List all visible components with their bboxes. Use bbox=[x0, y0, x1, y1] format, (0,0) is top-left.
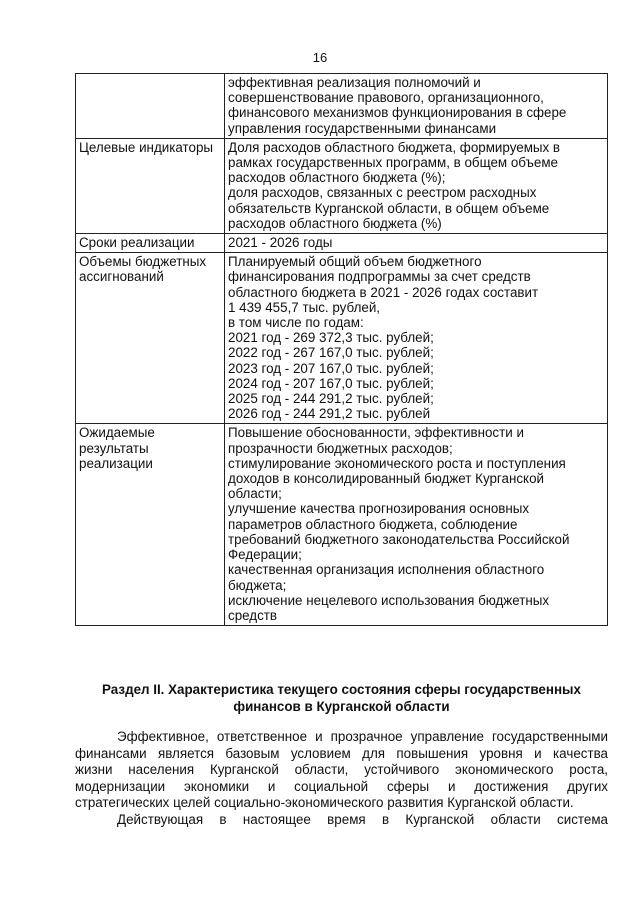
paragraph-line: Действующая в настоящее время в Курганской области система bbox=[117, 812, 608, 827]
row-value-cell bbox=[225, 74, 608, 139]
label-line: ассигнований bbox=[79, 269, 164, 285]
row-label-cell bbox=[76, 424, 225, 626]
row-label-cell bbox=[76, 253, 225, 424]
row-value-cell bbox=[225, 424, 608, 626]
label-line: Объемы бюджетных bbox=[79, 254, 207, 270]
value-line: финансового механизмов функционирования в сфере bbox=[228, 105, 567, 121]
label-line: Целевые индикаторы bbox=[79, 139, 214, 155]
value-line: 2021 год - 269 372,3 тыс. рублей; bbox=[228, 330, 434, 346]
row-value-cell bbox=[225, 253, 608, 424]
value-line: Федерации; bbox=[228, 547, 302, 563]
value-line: управления государственными финансами bbox=[228, 120, 497, 136]
value-line: финансирования подпрограммы за счет средств bbox=[228, 269, 531, 285]
value-line: расходов областного бюджета (%) bbox=[228, 215, 442, 231]
label-line: Ожидаемые bbox=[79, 425, 155, 441]
value-line: Планируемый общий объем бюджетного bbox=[228, 254, 482, 270]
body-paragraph bbox=[75, 812, 608, 829]
value-line: требований бюджетного законодательства Российской bbox=[228, 531, 570, 547]
subprogram-passport-table bbox=[75, 73, 608, 626]
table-row bbox=[76, 74, 608, 139]
table-row bbox=[76, 424, 608, 626]
paragraph-line: финансами является базовым условием для повышения уровня и качества bbox=[75, 745, 608, 761]
value-line: обязательств Курганской области, в общем объеме bbox=[228, 200, 550, 216]
value-line: параметров областного бюджета, соблюдение bbox=[228, 516, 518, 532]
value-line: рамках государственных программ, в общем объеме bbox=[228, 155, 558, 171]
label-line: результаты bbox=[79, 440, 149, 456]
body-paragraph bbox=[75, 729, 608, 812]
value-line: Повышение обоснованности, эффективности и bbox=[228, 425, 524, 441]
value-line: 2023 год - 207 167,0 тыс. рублей; bbox=[228, 360, 434, 376]
value-line: 1 439 455,7 тыс. рублей, bbox=[228, 299, 381, 315]
page-number: 16 bbox=[312, 50, 328, 65]
paragraph-line: Эффективное, ответственное и прозрачное управление государственными bbox=[117, 729, 608, 744]
value-line: 2026 год - 244 291,2 тыс. рублей bbox=[228, 406, 431, 422]
value-line: 2025 год - 244 291,2 тыс. рублей; bbox=[228, 391, 434, 407]
section-heading-line: финансов в Курганской области bbox=[233, 699, 450, 714]
value-line: 2021 - 2026 годы bbox=[228, 235, 333, 251]
row-label-cell bbox=[76, 74, 225, 139]
table-row bbox=[76, 253, 608, 424]
label-line: Сроки реализации bbox=[79, 235, 195, 251]
paragraph-line: жизни населения Курганской области, устойчивого экономического роста, bbox=[75, 762, 608, 778]
value-line: средств bbox=[228, 607, 278, 623]
value-line: стимулирование экономического роста и поступления bbox=[228, 455, 566, 471]
value-line: областного бюджета в 2021 - 2026 годах составит bbox=[228, 284, 539, 300]
value-line: прозрачности бюджетных расходов; bbox=[228, 440, 453, 456]
value-line: улучшение качества прогнозирования основных bbox=[228, 501, 530, 517]
row-value-cell bbox=[225, 234, 608, 253]
section-heading-line: Раздел II. Характеристика текущего состояния сферы государственных bbox=[102, 682, 581, 697]
value-line: совершенствование правового, организационного, bbox=[228, 90, 544, 106]
row-value-cell bbox=[225, 138, 608, 233]
table-row bbox=[76, 234, 608, 253]
value-line: исключение нецелевого использования бюджетных bbox=[228, 592, 550, 608]
value-line: 2022 год - 267 167,0 тыс. рублей; bbox=[228, 345, 434, 361]
value-line: качественная организация исполнения областного bbox=[228, 562, 545, 578]
value-line: расходов областного бюджета (%); bbox=[228, 170, 446, 186]
row-label-cell bbox=[76, 234, 225, 253]
value-line: области; bbox=[228, 486, 282, 502]
label-line: реализации bbox=[79, 455, 153, 471]
row-label-cell bbox=[76, 138, 225, 233]
value-line: доля расходов, связанных с реестром расходных bbox=[228, 185, 537, 201]
section-heading bbox=[75, 681, 608, 715]
value-line: эффективная реализация полномочий и bbox=[228, 75, 481, 90]
value-line: бюджета; bbox=[228, 577, 287, 593]
value-line: 2024 год - 207 167,0 тыс. рублей; bbox=[228, 375, 434, 391]
paragraph-line: модернизации экономики и социальной сферы и достижения других bbox=[75, 778, 608, 794]
paragraph-line: стратегических целей социально-экономического развития Курганской области. bbox=[75, 795, 574, 811]
value-line: Доля расходов областного бюджета, формируемых в bbox=[228, 139, 561, 155]
table-row bbox=[76, 138, 608, 233]
value-line: доходов в консолидированный бюджет Курганской bbox=[228, 471, 544, 487]
value-line: в том числе по годам: bbox=[228, 315, 364, 331]
